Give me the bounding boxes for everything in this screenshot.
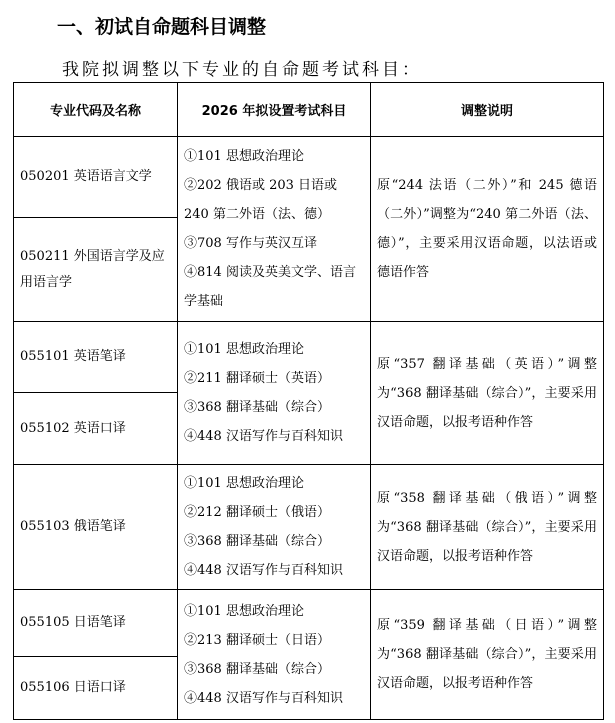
note-cell: 原“359 翻译基础（日语）”调整为“368 翻译基础（综合）”，主要采用汉语命题，以报考语种作答 (371, 590, 604, 720)
major-cell: 050201 英语语言文学 (14, 137, 178, 218)
subject-adjustment-table (13, 82, 604, 720)
note-cell: 原“244 法语（二外）”和 245 德语（二外）”调整为“240 第二外语（法、德）”，主要采用汉语命题，以法语或德语作答 (371, 137, 604, 322)
header-subjects: 2026 年拟设置考试科目 (178, 83, 371, 137)
subjects-cell (178, 137, 371, 322)
subjects-cell (178, 322, 371, 465)
major-cell: 055102 英语口译 (14, 393, 178, 465)
subject-item: ②212 翻译硕士（俄语） (184, 505, 330, 520)
subjects-cell (178, 590, 371, 720)
subject-item: ③708 写作与英汉互译 (184, 236, 317, 251)
subject-item: ④448 汉语写作与百科知识 (184, 563, 343, 578)
table-row (14, 590, 604, 657)
major-cell: 055106 日语口译 (14, 657, 178, 720)
subject-item: ①101 思想政治理论 (184, 342, 304, 357)
major-cell: 055101 英语笔译 (14, 322, 178, 393)
intro-text: 我院拟调整以下专业的自命题考试科目： (62, 60, 422, 80)
subject-item: ②202 俄语或 203 日语或 240 第二外语（法、德） (184, 178, 338, 222)
table-row (14, 465, 604, 590)
note-cell: 原“357 翻译基础（英语）”调整为“368 翻译基础（综合）”，主要采用汉语命题，以报考语种作答 (371, 322, 604, 465)
subject-item: ①101 思想政治理论 (184, 476, 304, 491)
table-header-row (14, 83, 604, 137)
subject-item: ③368 翻译基础（综合） (184, 534, 330, 549)
table-row (14, 137, 604, 218)
subject-item: ④448 汉语写作与百科知识 (184, 429, 343, 444)
table-row (14, 322, 604, 393)
header-major: 专业代码及名称 (14, 83, 178, 137)
subject-item: ④814 阅读及英美文学、语言学基础 (184, 265, 356, 309)
subject-item: ①101 思想政治理论 (184, 149, 304, 164)
major-cell: 050211 外国语言学及应用语言学 (14, 218, 178, 322)
major-cell: 055105 日语笔译 (14, 590, 178, 657)
subject-item: ④448 汉语写作与百科知识 (184, 690, 343, 706)
note-cell: 原“358 翻译基础（俄语）”调整为“368 翻译基础（综合）”，主要采用汉语命题，以报考语种作答 (371, 465, 604, 590)
subject-item: ③368 翻译基础（综合） (184, 661, 330, 677)
section-heading: 一、初试自命题科目调整 (57, 16, 267, 38)
subject-item: ②213 翻译硕士（日语） (184, 632, 330, 648)
major-cell: 055103 俄语笔译 (14, 465, 178, 590)
subject-item: ①101 思想政治理论 (184, 603, 304, 619)
subjects-cell (178, 465, 371, 590)
subject-item: ③368 翻译基础（综合） (184, 400, 330, 415)
header-note: 调整说明 (371, 83, 604, 137)
subject-item: ②211 翻译硕士（英语） (184, 371, 330, 386)
